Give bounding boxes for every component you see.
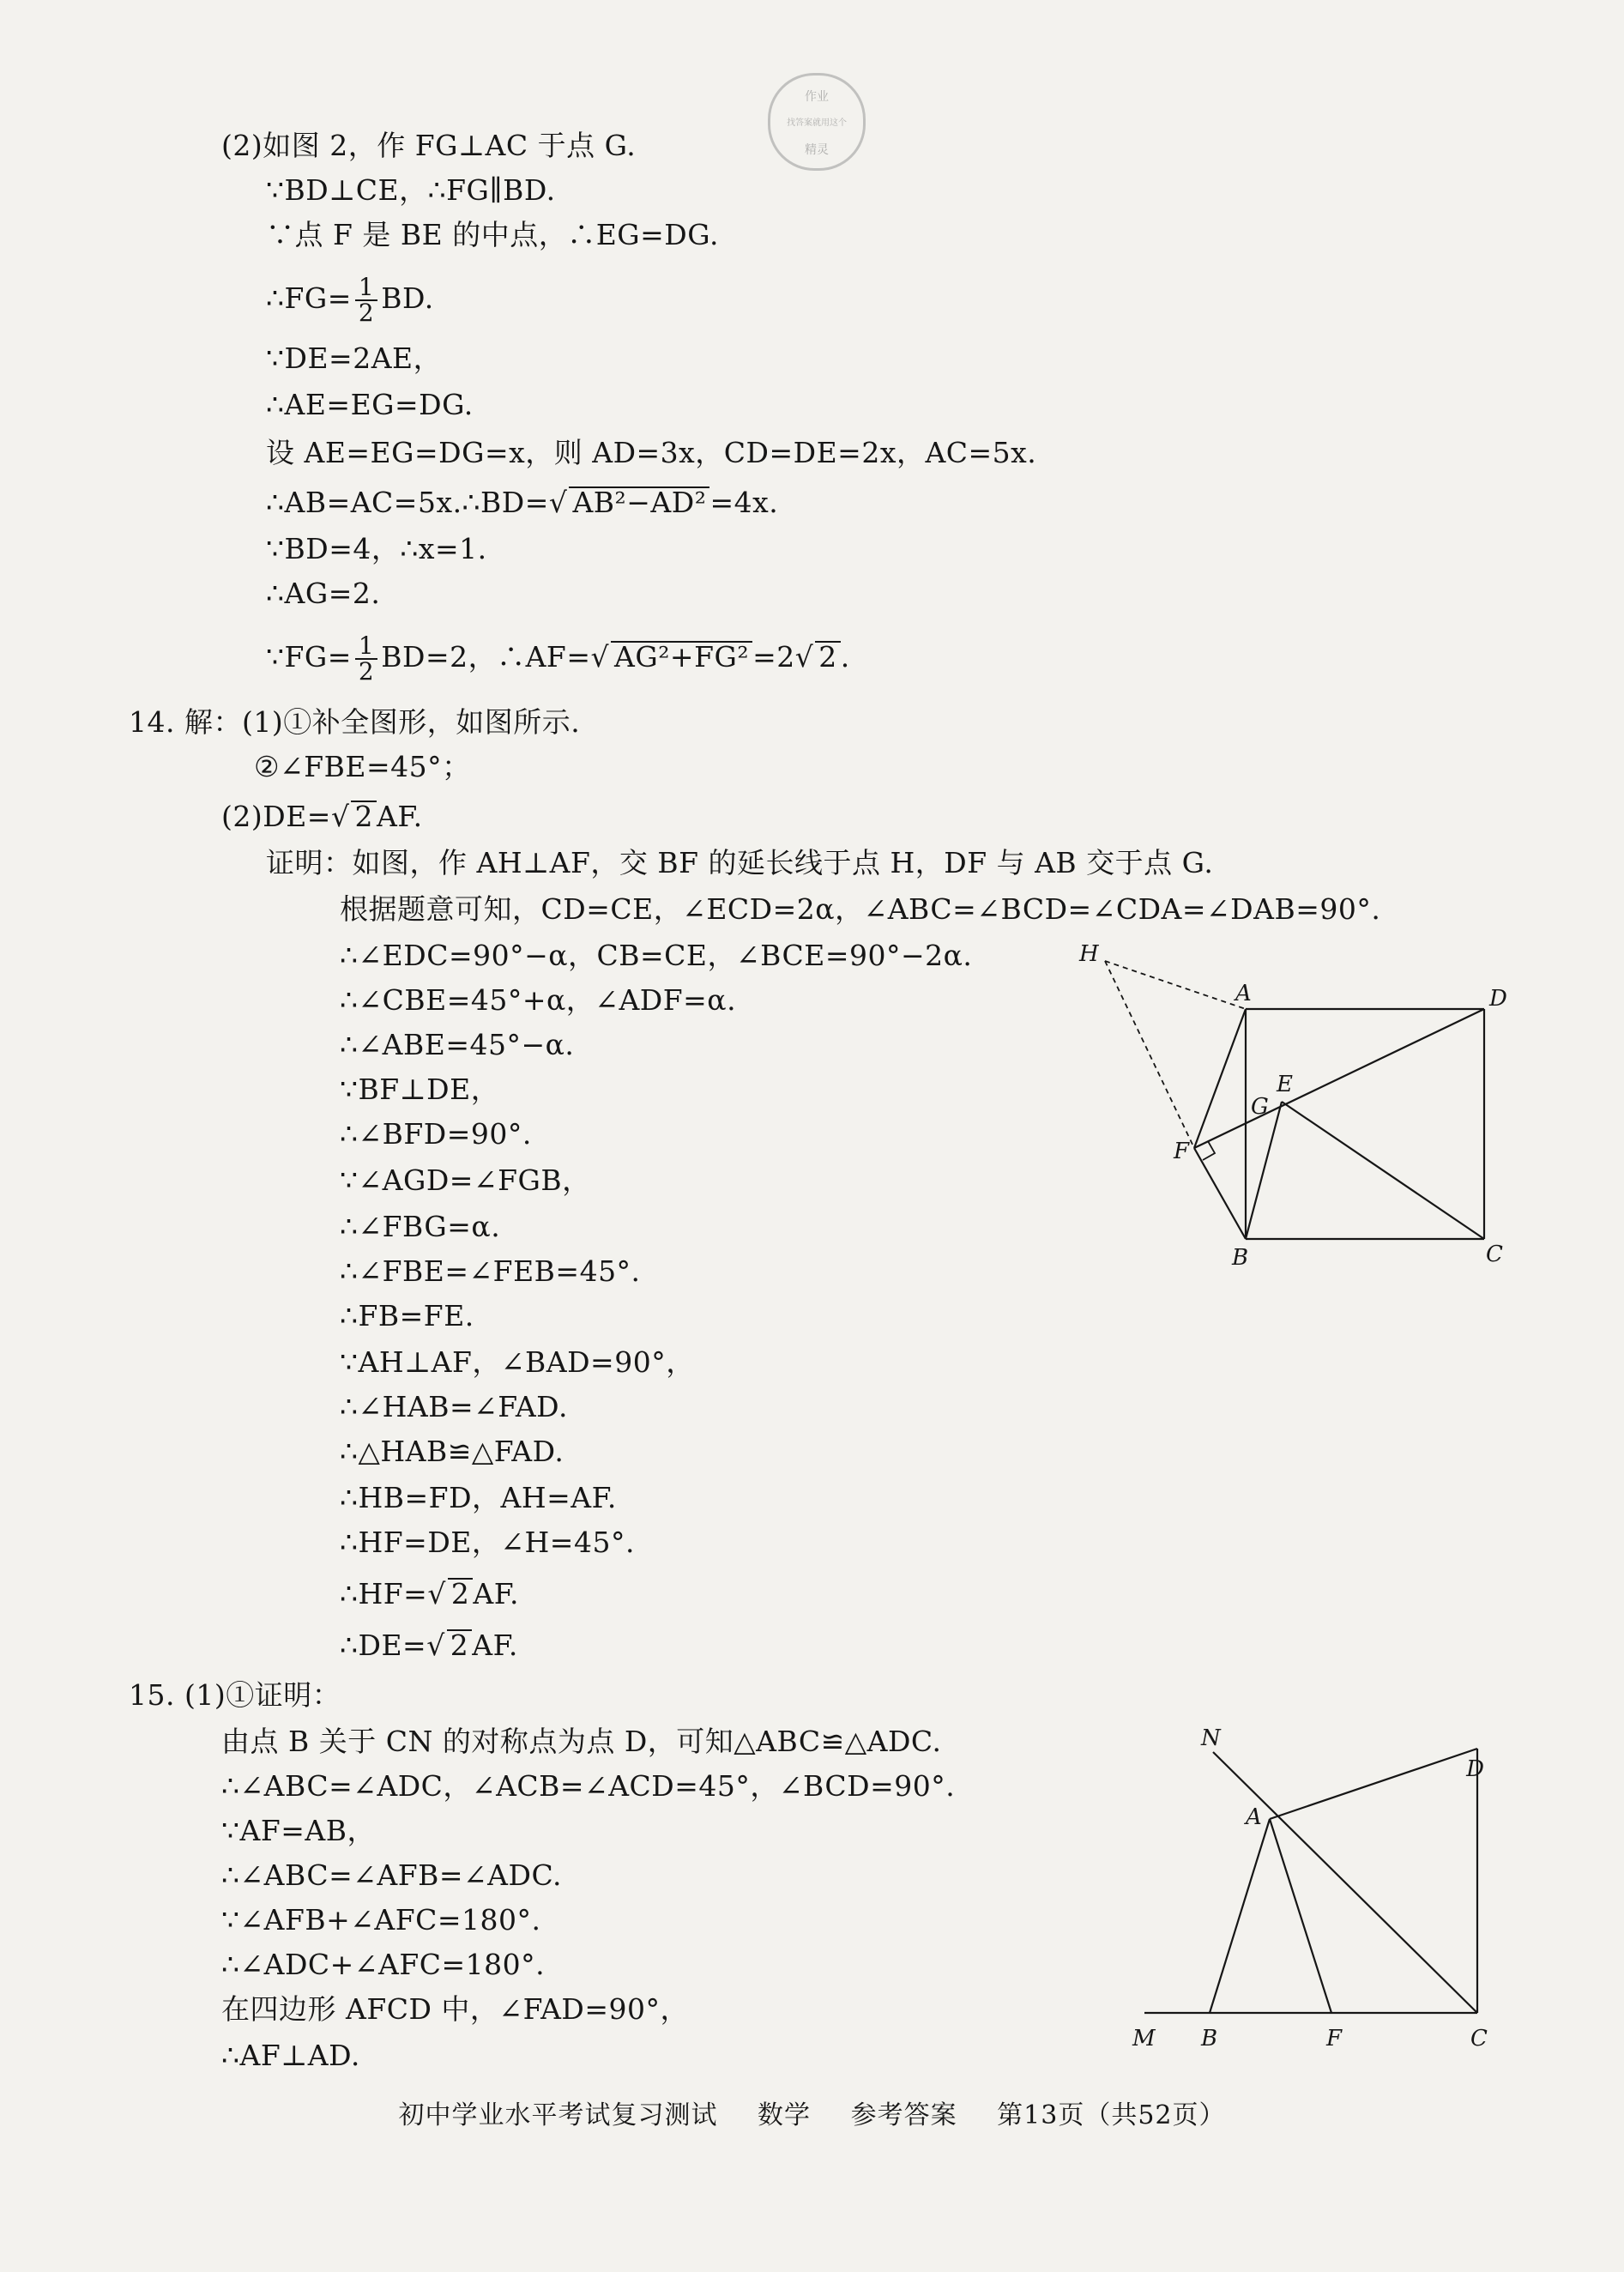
q15-line-3: ∴∠ABC=∠ADC，∠ACB=∠ACD=45°，∠BCD=90°. xyxy=(221,1769,956,1803)
page-footer xyxy=(0,2094,1624,2131)
fraction-half xyxy=(355,631,377,686)
label-F: F xyxy=(1174,1139,1190,1164)
p2-line-11: ∵FG= $\frac{1}{2}$ BD=2，∴AF=√ AG²+FG² =2√ 2 . xyxy=(266,631,850,686)
figure-q15 xyxy=(1124,1716,1488,2059)
label-D: D xyxy=(1466,1756,1484,1782)
q15-line-9: ∴AF⊥AD. xyxy=(221,2039,360,2072)
q14-line-8: ∴∠ABE=45°−α. xyxy=(340,1028,575,1061)
q15-line-6: ∵∠AFB+∠AFC=180°. xyxy=(221,1903,541,1937)
p2-line-9: ∵BD=4，∴x=1. xyxy=(266,532,487,565)
p2-l4-tail: BD. xyxy=(381,281,434,315)
q14-line-6: ∴∠EDC=90°−α，CB=CE，∠BCE=90°−2α. xyxy=(340,939,973,972)
sqrt-radicand: AB²−AD² xyxy=(569,486,709,517)
label-A: A xyxy=(1246,1804,1262,1830)
q14-line-12: ∴∠FBG=α. xyxy=(340,1210,501,1243)
q14-line-11: ∵∠AGD=∠FGB， xyxy=(340,1163,591,1197)
dashed-HF xyxy=(1105,961,1194,1148)
segment-AB xyxy=(1210,1819,1270,2013)
p2-l8-tail: =4x. xyxy=(709,486,779,519)
q14-l20-text: ∴HF= xyxy=(340,1577,428,1610)
p2-line-10: ∴AG=2. xyxy=(266,577,381,610)
q14-line-1: 14. 解：(1)①补全图形，如图所示. xyxy=(129,705,581,739)
label-N: N xyxy=(1201,1725,1221,1751)
q14-l21-tail: AF. xyxy=(472,1628,518,1662)
q14-line-16: ∴∠HAB=∠FAD. xyxy=(340,1390,568,1423)
q14-line-5: 根据题意可知，CD=CE，∠ECD=2α，∠ABC=∠BCD=∠CDA=∠DAB=90°. xyxy=(340,892,1381,926)
frac-num: 1 xyxy=(355,634,377,660)
segment-FB xyxy=(1194,1148,1246,1239)
p2-line-5: ∵DE=2AE， xyxy=(266,341,443,375)
label-A: A xyxy=(1235,981,1252,1006)
p2-l4-text: ∴FG= xyxy=(266,281,352,315)
stamp-watermark xyxy=(768,73,866,171)
segment-EC xyxy=(1282,1102,1484,1239)
q14-line-9: ∵BF⊥DE， xyxy=(340,1073,500,1106)
p2-l11-eq: =2 xyxy=(752,640,795,674)
q14-line-4: 证明：如图，作 AH⊥AF，交 BF 的延长线于点 H，DF 与 AB 交于点 G. xyxy=(266,846,1214,879)
label-F: F xyxy=(1326,2026,1343,2051)
fraction-half xyxy=(355,275,377,325)
stamp-top-text: 作业 xyxy=(805,90,829,104)
q15-line-8: 在四边形 AFCD 中，∠FAD=90°， xyxy=(221,1992,690,2026)
segment-BE xyxy=(1246,1102,1282,1239)
p2-line-4 xyxy=(266,275,434,325)
frac-num: 1 xyxy=(355,275,377,301)
q14-line-2: ②∠FBE=45°； xyxy=(254,750,471,783)
label-E: E xyxy=(1277,1072,1293,1097)
label-B: B xyxy=(1232,1245,1249,1271)
p2-line-2: ∵BD⊥CE，∴FG∥BD. xyxy=(266,173,556,207)
label-C: C xyxy=(1470,2026,1488,2051)
p2-line-3: ∵点 F 是 BE 的中点，∴EG=DG. xyxy=(266,218,719,251)
q14-line-3: (2)DE=√ 2 AF. xyxy=(221,800,423,833)
sqrt-radicand: AG²+FG² xyxy=(611,641,752,672)
dashed-HA xyxy=(1105,961,1246,1009)
label-B: B xyxy=(1201,2026,1218,2051)
p2-line-8: ∴AB=AC=5x.∴BD=√ AB²−AD² =4x. xyxy=(266,486,779,519)
p2-l11-tail: . xyxy=(840,640,850,674)
q14-line-15: ∵AH⊥AF，∠BAD=90°， xyxy=(340,1345,695,1379)
segment-AF xyxy=(1270,1819,1331,2013)
ray-CN xyxy=(1213,1752,1477,2013)
q15-line-5: ∴∠ABC=∠AFB=∠ADC. xyxy=(221,1858,563,1892)
q14-l21-text: ∴DE= xyxy=(340,1628,427,1662)
footer-subject: 数学 xyxy=(758,2100,812,2130)
q14-line-13: ∴∠FBE=∠FEB=45°. xyxy=(340,1254,641,1288)
stamp-bottom-text: 精灵 xyxy=(805,143,829,157)
q14-line-18: ∴HB=FD，AH=AF. xyxy=(340,1481,617,1514)
q14-line-21: ∴DE=√ 2 AF. xyxy=(340,1628,518,1662)
q15-line-2: 由点 B 关于 CN 的对称点为点 D，可知△ABC≌△ADC. xyxy=(221,1725,942,1758)
segment-AD xyxy=(1270,1749,1477,1819)
q14-l3-text: (2)DE= xyxy=(221,800,331,833)
p2-line-6: ∴AE=EG=DG. xyxy=(266,388,474,421)
sqrt-radicand: 2 xyxy=(351,801,377,831)
p2-l11-mid: BD=2，∴AF= xyxy=(381,640,591,674)
q14-line-10: ∴∠BFD=90°. xyxy=(340,1117,532,1151)
frac-den: 2 xyxy=(358,299,375,327)
q14-l3-tail: AF. xyxy=(376,800,423,833)
footer-page-number: 第13页（共52页） xyxy=(997,2100,1226,2130)
p2-line-1: (2)如图 2，作 FG⊥AC 于点 G. xyxy=(221,129,637,162)
q15-line-7: ∴∠ADC+∠AFC=180°. xyxy=(221,1948,546,1981)
q14-line-20: ∴HF=√ 2 AF. xyxy=(340,1577,519,1610)
q15-line-4: ∵AF=AB， xyxy=(221,1814,376,1847)
sqrt-radicand: 2 xyxy=(448,1578,474,1609)
frac-den: 2 xyxy=(358,657,375,686)
label-M: M xyxy=(1132,2026,1156,2051)
label-C: C xyxy=(1486,1242,1503,1267)
footer-title: 初中学业水平考试复习测试 xyxy=(398,2100,718,2130)
label-D: D xyxy=(1489,986,1507,1012)
p2-l8-text: ∴AB=AC=5x.∴BD= xyxy=(266,486,549,519)
label-G: G xyxy=(1251,1094,1269,1120)
label-H: H xyxy=(1079,941,1099,967)
sqrt-radicand: 2 xyxy=(815,641,841,672)
figure-q14 xyxy=(1064,935,1544,1278)
stamp-middle-text: 找答案就用这个 xyxy=(787,118,847,128)
q14-line-14: ∴FB=FE. xyxy=(340,1299,474,1332)
sqrt-radicand: 2 xyxy=(447,1629,473,1660)
q14-l20-tail: AF. xyxy=(473,1577,519,1610)
q14-line-19: ∴HF=DE，∠H=45°. xyxy=(340,1526,635,1559)
q15-line-1: 15. (1)①证明： xyxy=(129,1678,341,1712)
p2-line-7: 设 AE=EG=DG=x，则 AD=3x，CD=DE=2x，AC=5x. xyxy=(266,436,1037,469)
q14-line-17: ∴△HAB≌△FAD. xyxy=(340,1435,564,1468)
p2-l11-text: ∵FG= xyxy=(266,640,352,674)
footer-kind: 参考答案 xyxy=(850,2100,957,2130)
q14-line-7: ∴∠CBE=45°+α，∠ADF=α. xyxy=(340,983,737,1017)
